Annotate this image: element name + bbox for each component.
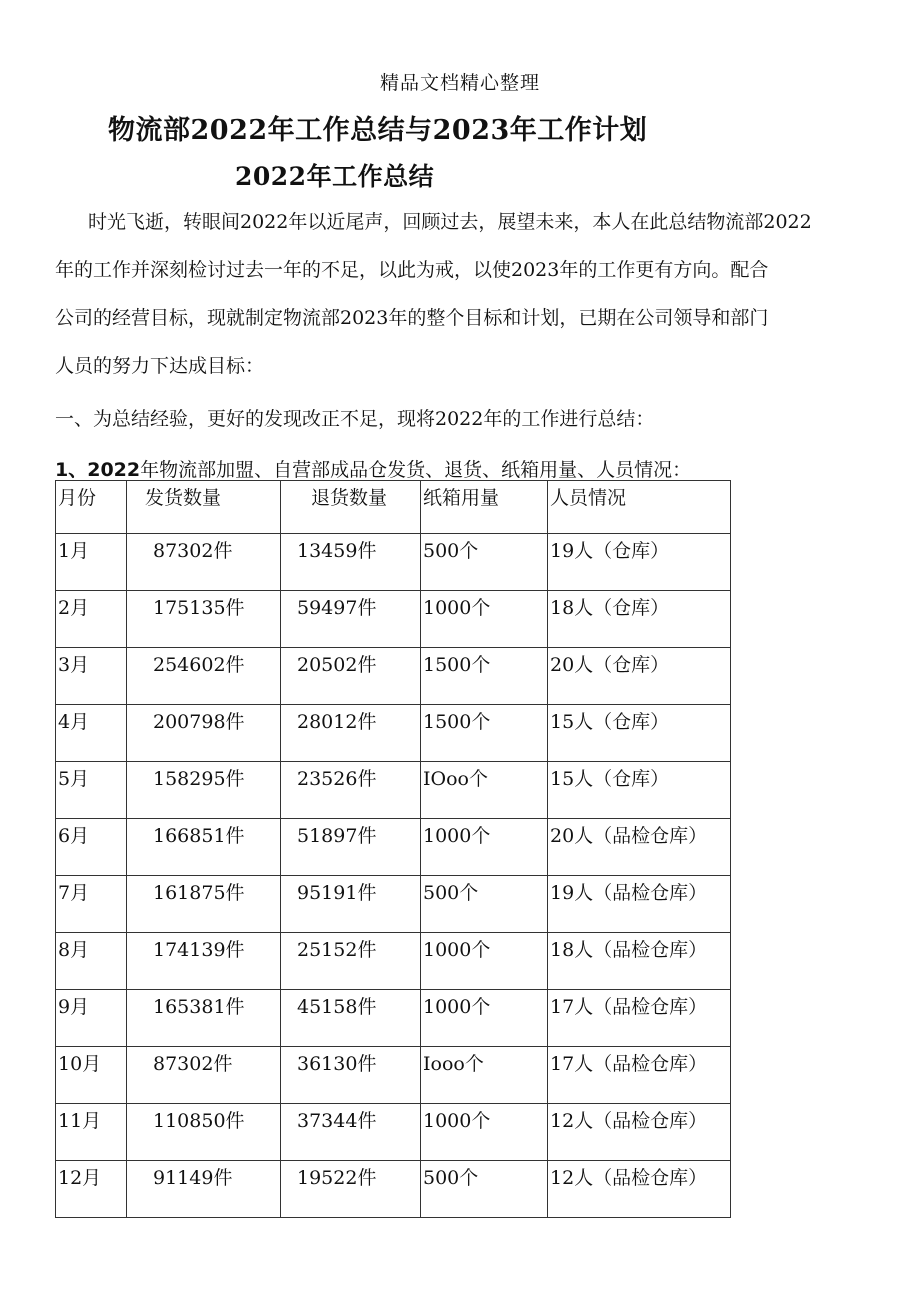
shipped-cell: 165381件 [127,990,281,1047]
staff-cell: 19人（品检仓库） [548,876,731,933]
intro-line-2: 年的工作并深刻检讨过去一年的不足，以此为戒，以使2023年的工作更有方向。配合 [55,259,769,281]
returned-cell: 51897件 [281,819,421,876]
month-cell: 1月 [56,534,127,591]
cartons-cell: 500个 [421,876,548,933]
table-row [56,705,731,762]
header-note: 精品文档精心整理 [379,72,540,94]
staff-cell: 19人（仓库） [548,534,731,591]
month-cell: 11月 [56,1104,127,1161]
table-row [56,933,731,990]
table-header-row [56,481,731,534]
heading-table-caption-text: 年物流部加盟、自营部成品仓发货、退货、纸箱用量、人员情况： [140,459,692,481]
shipped-cell: 166851件 [127,819,281,876]
cartons-cell: 1000个 [421,933,548,990]
month-cell: 2月 [56,591,127,648]
table-row [56,819,731,876]
returned-cell: 19522件 [281,1161,421,1218]
staff-cell: 18人（仓库） [548,591,731,648]
table-row [56,591,731,648]
document-title: 物流部2022年工作总结与2023年工作计划 [108,115,648,146]
cartons-cell: 1000个 [421,819,548,876]
heading-summary: 一、为总结经验，更好的发现改正不足，现将2022年的工作进行总结： [55,408,655,430]
month-cell: 6月 [56,819,127,876]
returned-cell: 23526件 [281,762,421,819]
cartons-cell: 500个 [421,534,548,591]
table-row [56,762,731,819]
intro-line-1: 时光飞逝，转眼间2022年以近尾声，回顾过去，展望未来，本人在此总结物流部2022 [88,211,812,233]
cartons-cell: 1500个 [421,705,548,762]
header-cell-returned: 退货数量 [281,481,421,534]
returned-cell: 25152件 [281,933,421,990]
shipped-cell: 254602件 [127,648,281,705]
header-cell-cartons: 纸箱用量 [421,481,548,534]
cartons-cell: 500个 [421,1161,548,1218]
intro-line-3: 公司的经营目标，现就制定物流部2023年的整个目标和计划，已期在公司领导和部门 [55,307,769,329]
returned-cell: 20502件 [281,648,421,705]
shipped-cell: 91149件 [127,1161,281,1218]
returned-cell: 59497件 [281,591,421,648]
staff-cell: 15人（仓库） [548,705,731,762]
shipped-cell: 158295件 [127,762,281,819]
header-cell-staff: 人员情况 [548,481,731,534]
cartons-cell: 1000个 [421,1104,548,1161]
heading-table-caption-number: 1、2022 [55,459,141,481]
month-cell: 4月 [56,705,127,762]
returned-cell: 45158件 [281,990,421,1047]
staff-cell: 12人（品检仓库） [548,1161,731,1218]
shipped-cell: 175135件 [127,591,281,648]
month-cell: 7月 [56,876,127,933]
table-row [56,876,731,933]
intro-line-4: 人员的努力下达成目标： [55,355,265,377]
section-title: 2022年工作总结 [235,162,435,191]
month-cell: 10月 [56,1047,127,1104]
returned-cell: 95191件 [281,876,421,933]
header-cell-month: 月份 [56,481,127,534]
staff-cell: 18人（品检仓库） [548,933,731,990]
table-row [56,534,731,591]
heading-table-caption [55,455,691,482]
staff-cell: 15人（仓库） [548,762,731,819]
staff-cell: 20人（仓库） [548,648,731,705]
cartons-cell: 1000个 [421,591,548,648]
staff-cell: 20人（品检仓库） [548,819,731,876]
cartons-cell: IOoo个 [421,762,548,819]
cartons-cell: 1500个 [421,648,548,705]
table-row [56,1161,731,1218]
shipped-cell: 161875件 [127,876,281,933]
table-row [56,1047,731,1104]
returned-cell: 13459件 [281,534,421,591]
month-cell: 3月 [56,648,127,705]
staff-cell: 17人（品检仓库） [548,1047,731,1104]
cartons-cell: Iooo个 [421,1047,548,1104]
month-cell: 9月 [56,990,127,1047]
shipped-cell: 200798件 [127,705,281,762]
returned-cell: 36130件 [281,1047,421,1104]
staff-cell: 12人（品检仓库） [548,1104,731,1161]
header-cell-shipped: 发货数量 [127,481,281,534]
month-cell: 8月 [56,933,127,990]
returned-cell: 37344件 [281,1104,421,1161]
shipped-cell: 110850件 [127,1104,281,1161]
shipped-cell: 87302件 [127,534,281,591]
logistics-table [55,480,731,1218]
table-row [56,648,731,705]
staff-cell: 17人（品检仓库） [548,990,731,1047]
table-row [56,990,731,1047]
month-cell: 12月 [56,1161,127,1218]
cartons-cell: 1000个 [421,990,548,1047]
table-row [56,1104,731,1161]
returned-cell: 28012件 [281,705,421,762]
shipped-cell: 174139件 [127,933,281,990]
month-cell: 5月 [56,762,127,819]
shipped-cell: 87302件 [127,1047,281,1104]
